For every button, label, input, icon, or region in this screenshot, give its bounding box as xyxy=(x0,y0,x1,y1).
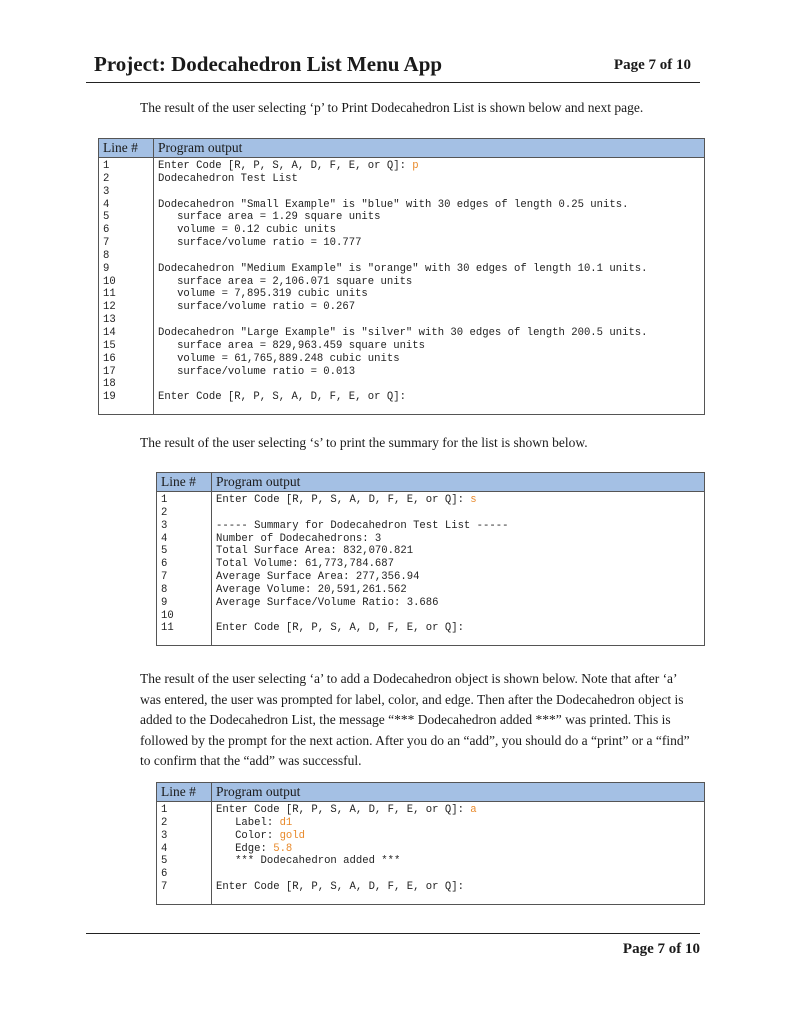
output-line xyxy=(158,160,700,173)
output-text: Dodecahedron "Medium Example" is "orange" with 30 edges of length 10.1 units. xyxy=(158,262,648,275)
line-numbers-column xyxy=(99,158,154,415)
output-text: Dodecahedron Test List xyxy=(158,172,298,185)
output-text: volume = 61,765,889.248 cubic units xyxy=(158,352,400,365)
output-line xyxy=(158,173,700,186)
output-line xyxy=(216,830,700,843)
output-line xyxy=(158,224,700,237)
output-text: Dodecahedron "Small Example" is "blue" with 30 edges of length 0.25 units. xyxy=(158,198,629,211)
line-number: 5 xyxy=(161,545,168,558)
output-text: Enter Code [R, P, S, A, D, F, E, or Q]: xyxy=(216,622,464,635)
add-output-table xyxy=(156,782,705,905)
output-text: ----- Summary for Dodecahedron Test List ----- xyxy=(216,519,509,532)
line-number: 5 xyxy=(161,855,168,868)
program-output-header: Program output xyxy=(212,783,705,802)
user-input-text: 5.8 xyxy=(273,842,293,855)
output-text: Total Volume: 61,773,784.687 xyxy=(216,558,395,571)
output-text: Enter Code [R, P, S, A, D, F, E, or Q]: xyxy=(216,494,471,506)
output-text: Color: xyxy=(216,829,280,842)
output-text: surface area = 829,963.459 square units xyxy=(158,339,426,352)
output-line xyxy=(158,263,700,276)
line-number: 9 xyxy=(103,262,110,275)
output-line xyxy=(158,199,700,212)
line-number: 10 xyxy=(103,275,116,288)
line-number: 15 xyxy=(103,339,116,352)
output-line xyxy=(158,301,700,314)
line-number: 6 xyxy=(161,558,168,571)
program-output-column xyxy=(154,158,705,415)
line-number: 11 xyxy=(161,622,174,635)
line-number: 8 xyxy=(103,249,110,262)
output-text: surface/volume ratio = 10.777 xyxy=(158,237,362,250)
line-number-header: Line # xyxy=(157,473,212,492)
line-number: 4 xyxy=(103,198,110,211)
line-number: 12 xyxy=(103,301,116,314)
output-text: Total Surface Area: 832,070.821 xyxy=(216,545,414,558)
line-number: 1 xyxy=(161,494,168,506)
line-number: 8 xyxy=(161,583,168,596)
output-line xyxy=(216,622,700,635)
output-line xyxy=(158,250,700,263)
line-number: 9 xyxy=(161,596,168,609)
output-line xyxy=(158,276,700,289)
line-number: 3 xyxy=(103,185,110,198)
line-number: 2 xyxy=(161,506,168,519)
output-text: Number of Dodecahedrons: 3 xyxy=(216,532,382,545)
line-number: 6 xyxy=(103,224,110,237)
summary-output-table xyxy=(156,472,705,646)
line-number: 7 xyxy=(161,571,168,584)
output-line xyxy=(158,186,700,199)
line-number: 19 xyxy=(103,391,116,404)
document-title: Project: Dodecahedron List Menu App xyxy=(94,52,443,76)
output-line xyxy=(216,571,700,584)
output-line xyxy=(216,507,700,520)
line-number: 18 xyxy=(103,378,116,391)
line-number-header: Line # xyxy=(157,783,212,802)
line-number: 10 xyxy=(161,609,174,622)
page-header xyxy=(86,50,700,83)
output-line xyxy=(158,353,700,366)
output-line xyxy=(158,378,700,391)
line-numbers-column xyxy=(157,802,212,905)
output-text: Enter Code [R, P, S, A, D, F, E, or Q]: xyxy=(158,160,413,172)
line-numbers-column xyxy=(157,492,212,646)
line-number-header: Line # xyxy=(99,139,154,158)
output-line xyxy=(216,855,700,868)
intro-paragraph-add: The result of the user selecting ‘a’ to add a Dodecahedron object is shown below. Note that after ‘a’ was entered, the user was prompted for label, color, and edge. Then after the Dodecahedron object is added to the Dodecahedron List, the message “*** Dodecahedron added ***” was printed. This is followed by the prompt for the next action. After you do an “add”, you should do a “print” or a “find” to confirm that the “add” was successful. xyxy=(140,671,690,768)
line-number: 2 xyxy=(103,172,110,185)
output-text: surface area = 2,106.071 square units xyxy=(158,275,413,288)
output-text: Average Volume: 20,591,261.562 xyxy=(216,583,407,596)
print-output-table xyxy=(98,138,705,415)
output-line xyxy=(216,868,700,881)
line-number: 7 xyxy=(161,881,168,894)
line-number: 11 xyxy=(103,288,116,301)
output-line xyxy=(216,545,700,558)
output-text: surface/volume ratio = 0.013 xyxy=(158,365,356,378)
output-line xyxy=(216,817,700,830)
output-text: surface/volume ratio = 0.267 xyxy=(158,301,356,314)
output-text: Edge: xyxy=(216,842,274,855)
user-input-text: gold xyxy=(279,829,306,842)
output-line xyxy=(216,843,700,856)
header-page-number: Page 7 of 10 xyxy=(613,57,691,73)
output-text: *** Dodecahedron added *** xyxy=(216,855,401,868)
program-output-column xyxy=(212,802,705,905)
output-text: volume = 0.12 cubic units xyxy=(158,224,337,237)
output-line xyxy=(158,366,700,379)
line-number: 17 xyxy=(103,365,116,378)
line-number: 14 xyxy=(103,326,116,339)
output-line xyxy=(216,881,700,894)
output-line xyxy=(216,804,700,817)
line-number: 3 xyxy=(161,829,168,842)
output-line xyxy=(158,314,700,327)
line-number: 1 xyxy=(161,804,168,816)
footer-page-number: Page 7 of 10 xyxy=(622,941,700,957)
output-line xyxy=(158,391,700,404)
output-line xyxy=(158,288,700,301)
intro-paragraph-print: The result of the user selecting ‘p’ to Print Dodecahedron List is shown below and next page. xyxy=(140,100,644,115)
output-text: Average Surface/Volume Ratio: 3.686 xyxy=(216,596,439,609)
line-number: 6 xyxy=(161,868,168,881)
output-line xyxy=(216,584,700,597)
output-line xyxy=(216,558,700,571)
program-output-column xyxy=(212,492,705,646)
line-number: 3 xyxy=(161,519,168,532)
output-text: Average Surface Area: 277,356.94 xyxy=(216,571,420,584)
line-number: 4 xyxy=(161,842,168,855)
intro-paragraph-summary: The result of the user selecting ‘s’ to print the summary for the list is shown below. xyxy=(140,435,588,450)
line-number: 5 xyxy=(103,211,110,224)
user-input-text: p xyxy=(412,160,419,172)
output-text: volume = 7,895.319 cubic units xyxy=(158,288,368,301)
output-line xyxy=(216,494,700,507)
output-text: Enter Code [R, P, S, A, D, F, E, or Q]: xyxy=(216,804,471,816)
output-line xyxy=(158,211,700,224)
output-text: Enter Code [R, P, S, A, D, F, E, or Q]: xyxy=(216,881,464,894)
user-input-text: d1 xyxy=(279,816,293,829)
line-number: 16 xyxy=(103,352,116,365)
output-line xyxy=(216,520,700,533)
line-number: 4 xyxy=(161,532,168,545)
user-input-text: a xyxy=(470,804,477,816)
page-footer xyxy=(86,933,700,957)
line-number: 1 xyxy=(103,160,110,172)
output-text: surface area = 1.29 square units xyxy=(158,211,381,224)
output-line xyxy=(158,237,700,250)
line-number: 2 xyxy=(161,816,168,829)
output-line xyxy=(216,533,700,546)
output-line xyxy=(158,327,700,340)
program-output-header: Program output xyxy=(154,139,705,158)
output-line xyxy=(158,340,700,353)
program-output-header: Program output xyxy=(212,473,705,492)
output-line xyxy=(216,610,700,623)
line-number: 13 xyxy=(103,314,116,327)
output-text: Label: xyxy=(216,816,280,829)
output-text: Dodecahedron "Large Example" is "silver" with 30 edges of length 200.5 units. xyxy=(158,326,648,339)
line-number: 7 xyxy=(103,237,110,250)
user-input-text: s xyxy=(470,494,477,506)
output-line xyxy=(216,597,700,610)
output-text: Enter Code [R, P, S, A, D, F, E, or Q]: xyxy=(158,391,406,404)
